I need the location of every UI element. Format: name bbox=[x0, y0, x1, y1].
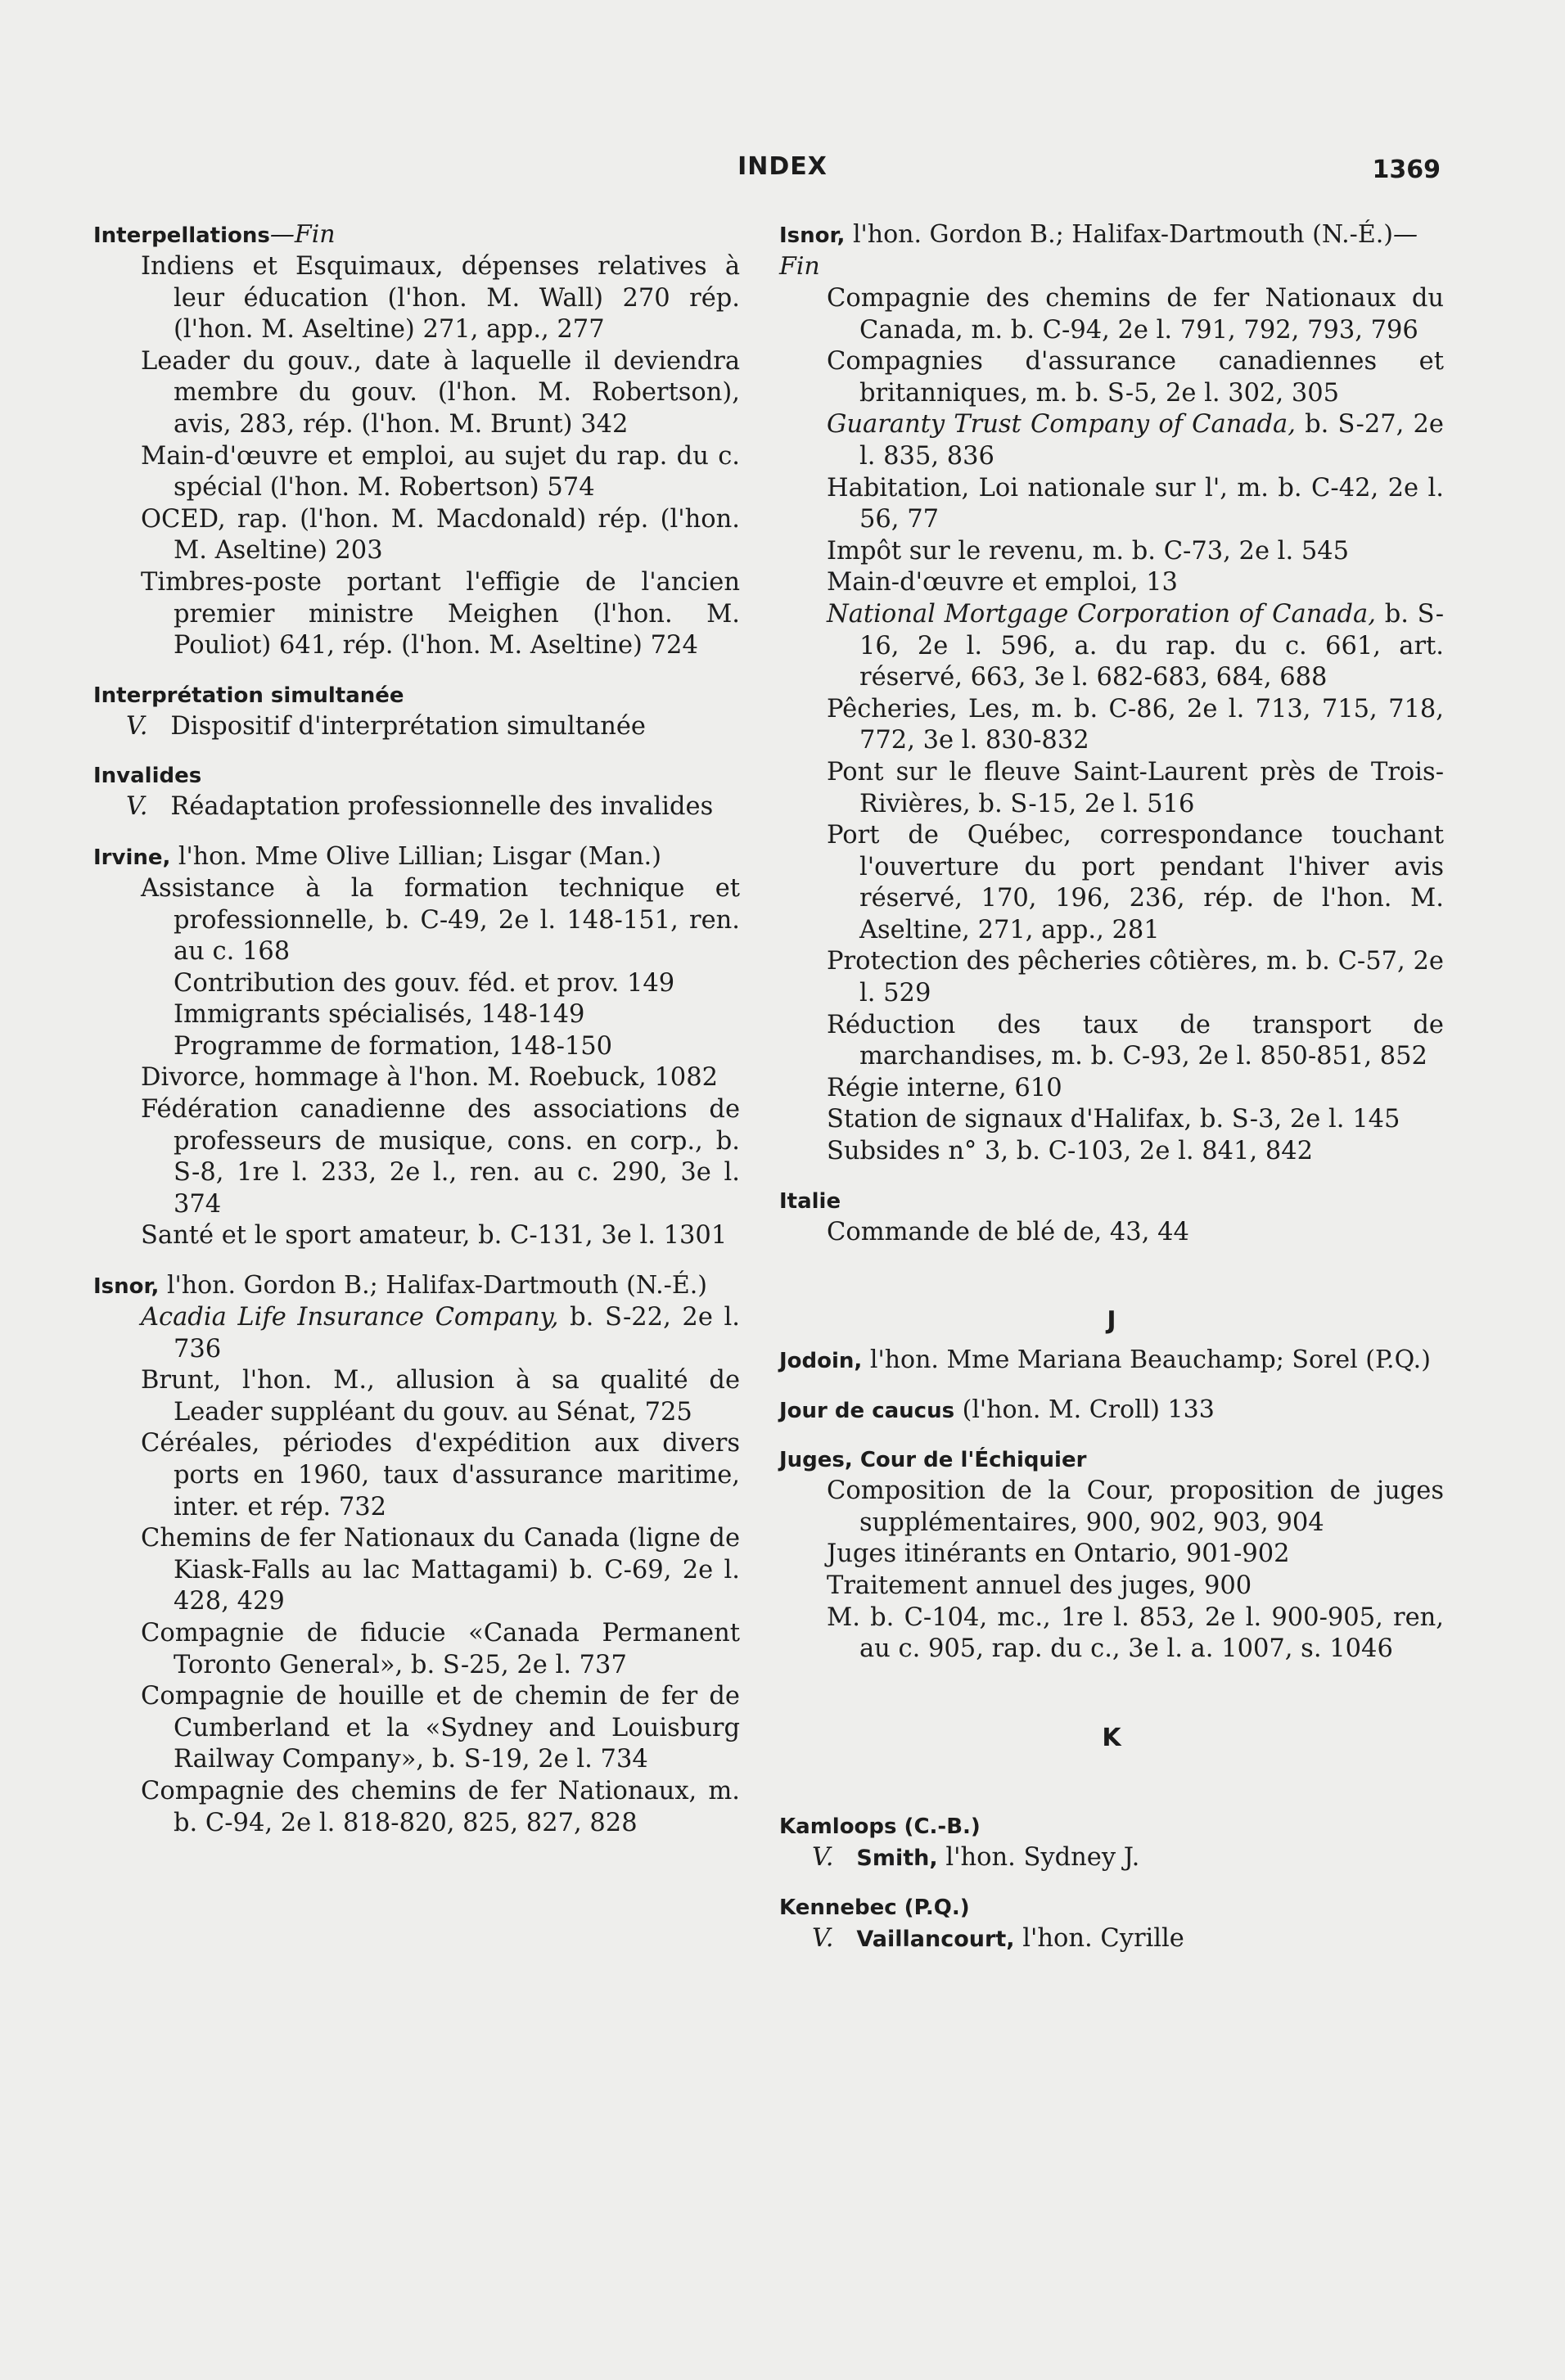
index-heading-interpretation: Interprétation simultanée bbox=[93, 683, 404, 708]
index-entry: Timbres-poste portant l'effigie de l'ancien premier ministre Meighen (l'hon. M. Pouliot) 641, rép. (l'hon. M. Aseltine) 724 bbox=[141, 567, 740, 660]
index-entry: Compagnie de houille et de chemin de fer de Cumberland et la «Sydney and Louisburg Railway Company», b. S-19, 2e l. 734 bbox=[141, 1682, 740, 1774]
index-heading-jodoin: Jodoin, l'hon. Mme Mariana Beauchamp; Sorel (P.Q.) bbox=[779, 1346, 1431, 1375]
section-letter-j: J bbox=[1107, 1306, 1116, 1336]
index-heading-isnor: Isnor, l'hon. Gordon B.; Halifax-Dartmouth (N.-É.) bbox=[93, 1271, 707, 1300]
index-entry: Leader du gouv., date à laquelle il deviendra membre du gouv. (l'hon. M. Robertson), avis, 283, rép. (l'hon. M. Brunt) 342 bbox=[141, 346, 740, 439]
index-heading-invalides: Invalides bbox=[93, 764, 202, 789]
index-entry: M. b. C-104, mc., 1re l. 853, 2e l. 900-905, ren, au c. 905, rap. du c., 3e l. a. 1007, s. 1046 bbox=[827, 1602, 1444, 1664]
index-heading-juges: Juges, Cour de l'Échiquier bbox=[779, 1448, 1087, 1473]
index-entry: Impôt sur le revenu, m. b. C-73, 2e l. 545 bbox=[827, 536, 1350, 566]
index-entry: Santé et le sport amateur, b. C-131, 3e l. 1301 bbox=[141, 1221, 728, 1251]
see-reference: V. Smith, l'hon. Sydney J. bbox=[812, 1842, 1140, 1872]
index-heading-jour-de-caucus: Jour de caucus (l'hon. M. Croll) 133 bbox=[779, 1395, 1215, 1425]
index-entry: Réduction des taux de transport de marchandises, m. b. C-93, 2e l. 850-851, 852 bbox=[827, 1010, 1444, 1071]
index-entry: Main-d'œuvre et emploi, 13 bbox=[827, 568, 1178, 597]
index-entry: Indiens et Esquimaux, dépenses relatives à leur éducation (l'hon. M. Wall) 270 rép. (l'hon. M. Aseltine) 271, app., 277 bbox=[141, 252, 740, 345]
index-entry: Commande de blé de, 43, 44 bbox=[827, 1217, 1189, 1246]
see-reference: V. Réadaptation professionnelle des invalides bbox=[126, 792, 714, 822]
index-subentry: Contribution des gouv. féd. et prov. 149 bbox=[174, 968, 675, 998]
index-entry: Main-d'œuvre et emploi, au sujet du rap. du c. spécial (l'hon. M. Robertson) 574 bbox=[141, 441, 740, 503]
index-entry: Juges itinérants en Ontario, 901-902 bbox=[827, 1539, 1290, 1569]
index-entry: Protection des pêcheries côtières, m. b. C-57, 2e l. 529 bbox=[827, 947, 1444, 1008]
index-entry: Compagnies d'assurance canadiennes et britanniques, m. b. S-5, 2e l. 302, 305 bbox=[827, 347, 1444, 408]
index-entry: Chemins de fer Nationaux du Canada (ligne de Kiask-Falls au lac Mattagami) b. C-69, 2e l. 428, 429 bbox=[141, 1524, 740, 1616]
left-column bbox=[93, 219, 740, 1839]
index-entry: National Mortgage Corporation of Canada, b. S-16, 2e l. 596, a. du rap. du c. 661, art. réservé, 663, 3e l. 682-683, 684, 688 bbox=[827, 599, 1444, 692]
index-entry: Fédération canadienne des associations de professeurs de musique, cons. en corp., b. S-8, 1re l. 233, 2e l., ren. au c. 290, 3e l. 374 bbox=[141, 1095, 740, 1219]
index-entry: Assistance à la formation technique et professionnelle, b. C-49, 2e l. 148-151, ren. au c. 168 bbox=[141, 873, 740, 967]
section-letter-k: K bbox=[1102, 1723, 1121, 1752]
index-heading-isnor-cont: Isnor, l'hon. Gordon B.; Halifax-Dartmouth (N.-É.)—Fin bbox=[779, 220, 1418, 281]
index-entry: Guaranty Trust Company of Canada, b. S-27, 2e l. 835, 836 bbox=[827, 410, 1444, 471]
index-entry: Subsides n° 3, b. C-103, 2e l. 841, 842 bbox=[827, 1137, 1314, 1166]
index-entry: Pêcheries, Les, m. b. C-86, 2e l. 713, 715, 718, 772, 3e l. 830-832 bbox=[827, 694, 1444, 755]
index-entry: Composition de la Cour, proposition de juges supplémentaires, 900, 902, 903, 904 bbox=[827, 1476, 1444, 1537]
page-title: INDEX bbox=[737, 152, 828, 181]
index-entry: Régie interne, 610 bbox=[827, 1073, 1062, 1102]
see-reference: V. Dispositif d'interprétation simultanée bbox=[126, 711, 646, 741]
index-entry: Acadia Life Insurance Company, b. S-22, 2e l. 736 bbox=[141, 1303, 740, 1364]
index-heading-interpellations: Interpellations—Fin bbox=[93, 220, 336, 249]
index-heading-kennebec: Kennebec (P.Q.) bbox=[779, 1895, 970, 1921]
index-entry: Compagnie des chemins de fer Nationaux du Canada, m. b. C-94, 2e l. 791, 792, 793, 796 bbox=[827, 284, 1444, 345]
right-column bbox=[779, 219, 1444, 1956]
index-entry: Compagnie des chemins de fer Nationaux, m. b. C-94, 2e l. 818-820, 825, 827, 828 bbox=[141, 1776, 740, 1837]
page-header bbox=[0, 152, 1565, 193]
index-entry: Pont sur le fleuve Saint-Laurent près de Trois-Rivières, b. S-15, 2e l. 516 bbox=[827, 757, 1444, 818]
index-entry: Céréales, périodes d'expédition aux divers ports en 1960, taux d'assurance maritime, inter. et rép. 732 bbox=[141, 1429, 740, 1521]
index-heading-kamloops: Kamloops (C.-B.) bbox=[779, 1814, 981, 1839]
page-number: 1369 bbox=[1372, 156, 1441, 184]
index-entry: Port de Québec, correspondance touchant l'ouverture du port pendant l'hiver avis réservé, 170, 196, 236, rép. de l'hon. M. Aseltine, 271, app., 281 bbox=[827, 821, 1444, 944]
index-entry: Brunt, l'hon. M., allusion à sa qualité de Leader suppléant du gouv. au Sénat, 725 bbox=[141, 1366, 740, 1427]
see-reference: V. Vaillancourt, l'hon. Cyrille bbox=[812, 1924, 1184, 1954]
index-entry: OCED, rap. (l'hon. M. Macdonald) rép. (l'hon. M. Aseltine) 203 bbox=[141, 504, 740, 566]
index-entry: Traitement annuel des juges, 900 bbox=[827, 1571, 1252, 1600]
index-subentry: Programme de formation, 148-150 bbox=[174, 1031, 613, 1061]
index-heading-italie: Italie bbox=[779, 1188, 841, 1214]
index-entry: Habitation, Loi nationale sur l', m. b. C-42, 2e l. 56, 77 bbox=[827, 473, 1444, 534]
index-heading-irvine: Irvine, l'hon. Mme Olive Lillian; Lisgar (Man.) bbox=[93, 841, 661, 871]
index-entry: Divorce, hommage à l'hon. M. Roebuck, 1082 bbox=[141, 1063, 718, 1093]
index-subentry: Immigrants spécialisés, 148-149 bbox=[174, 1000, 585, 1030]
index-entry: Station de signaux d'Halifax, b. S-3, 2e l. 145 bbox=[827, 1105, 1400, 1134]
index-entry: Compagnie de fiducie «Canada Permanent Toronto General», b. S-25, 2e l. 737 bbox=[141, 1618, 740, 1679]
